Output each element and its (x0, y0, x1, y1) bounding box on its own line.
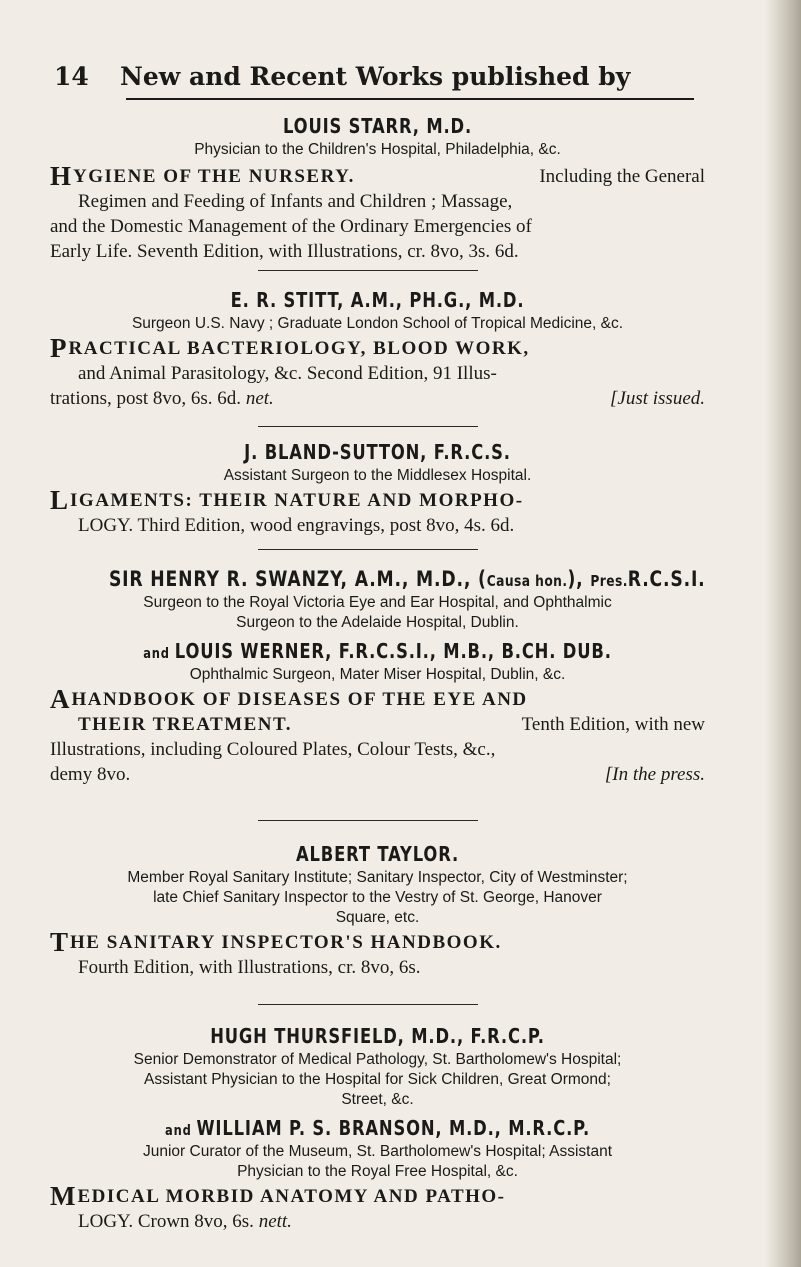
author-affiliation: Senior Demonstrator of Medical Pathology, St. Bartholomew's Hospital; Assistant Physician to the Hospital for Sick Children, Great Ormond; Street, &c. (133, 1051, 622, 1108)
book-entry-starr (50, 114, 705, 264)
book-description: L IGAMENTS: THEIR NATURE AND MORPHO- LOGY. Third Edition, wood engravings, post 8vo, 4s. 6d. (50, 485, 524, 536)
header-rule (126, 98, 694, 100)
book-title: YGIENE OF THE NURSERY. (73, 166, 355, 187)
book-description: A HANDBOOK OF DISEASES OF THE EYE AND THEIR TREATMENT. Tenth Edition, with new Illustrations, including Coloured Plates, Colour Tests, &c., demy 8vo. [In the press. (50, 684, 705, 785)
author-name: LOUIS STARR, M.D. (282, 114, 473, 138)
author-name: ALBERT TAYLOR. (295, 842, 460, 866)
author-name: J. BLAND-SUTTON, F.R.C.S. (244, 440, 511, 464)
book-description: M EDICAL MORBID ANATOMY AND PATHO- LOGY. Crown 8vo, 6s. nett. (50, 1181, 506, 1232)
author-affiliation: Assistant Surgeon to the Middlesex Hospital. (223, 467, 532, 484)
author-affiliation: Surgeon U.S. Navy ; Graduate London School of Tropical Medicine, &c. (131, 315, 624, 332)
book-title: RACTICAL BACTERIOLOGY, BLOOD WORK, (68, 338, 530, 359)
page-number: 14 (54, 62, 89, 91)
drop-initial: A (50, 684, 70, 714)
book-title: HANDBOOK OF DISEASES OF THE EYE AND (71, 689, 528, 710)
book-description: P RACTICAL BACTERIOLOGY, BLOOD WORK, and Animal Parasitology, &c. Second Edition, 91 Illus- trations, post 8vo, 6s. 6d. net. [Just issued. (50, 333, 705, 409)
book-title: EDICAL MORBID ANATOMY AND PATHO- (77, 1186, 506, 1207)
drop-initial: M (50, 1181, 76, 1211)
section-divider (258, 820, 478, 821)
book-description: H YGIENE OF THE NURSERY. Including the General Regimen and Feeding of Infants and Children ; Massage, and the Domestic Management of the Ordinary Emergencies of Early Life. Seventh Edition, with Illustrations, cr. 8vo, 3s. 6d. (50, 161, 705, 262)
coauthor-affiliation: Ophthalmic Surgeon, Mater Miser Hospital, Dublin, &c. (189, 666, 566, 683)
coauthor-affiliation: Junior Curator of the Museum, St. Bartholomew's Hospital; Assistant Physician to the Royal Free Hospital, &c. (142, 1143, 613, 1180)
section-divider (258, 426, 478, 427)
author-name: HUGH THURSFIELD, M.D., F.R.C.P. (210, 1024, 545, 1048)
book-entry-swanzy-werner (50, 567, 705, 787)
book-entry-bland-sutton (50, 440, 705, 538)
section-divider (258, 270, 478, 271)
author-affiliation: Member Royal Sanitary Institute; Sanitary Inspector, City of Westminster; late Chief Sanitary Inspector to the Vestry of St. George, Hanover Square, etc. (127, 869, 628, 926)
author-affiliation: Physician to the Children's Hospital, Philadelphia, &c. (194, 141, 561, 158)
book-title: IGAMENTS: THEIR NATURE AND MORPHO- (70, 490, 524, 511)
book-title: HE SANITARY INSPECTOR'S HANDBOOK. (70, 932, 502, 953)
coauthor-name: and WILLIAM P. S. BRANSON, M.D., M.R.C.P. (165, 1116, 590, 1140)
section-divider (258, 549, 478, 550)
drop-initial: H (50, 161, 72, 191)
book-description: T HE SANITARY INSPECTOR'S HANDBOOK. Fourth Edition, with Illustrations, cr. 8vo, 6s. (50, 927, 502, 978)
drop-initial: P (50, 333, 67, 363)
author-name: SIR HENRY R. SWANZY, A.M., M.D., (Causa hon.), Pres.R.C.S.I. (108, 567, 706, 591)
running-title: New and Recent Works published by (120, 62, 631, 91)
publication-status: [Just issued. (610, 388, 705, 409)
book-entry-stitt (50, 288, 705, 411)
section-divider (258, 1004, 478, 1005)
author-affiliation: Surgeon to the Royal Victoria Eye and Ear Hospital, and Ophthalmic Surgeon to the Adelaide Hospital, Dublin. (143, 594, 612, 631)
drop-initial: L (50, 485, 69, 515)
book-entry-taylor (50, 842, 705, 980)
publication-status: [In the press. (604, 764, 705, 785)
book-entry-thursfield-branson (50, 1024, 705, 1234)
author-name: E. R. STITT, A.M., PH.G., M.D. (230, 288, 525, 312)
coauthor-name: and LOUIS WERNER, F.R.C.S.I., M.B., B.CH. DUB. (143, 639, 612, 663)
drop-initial: T (50, 927, 69, 957)
page-edge-shadow (765, 0, 801, 1267)
